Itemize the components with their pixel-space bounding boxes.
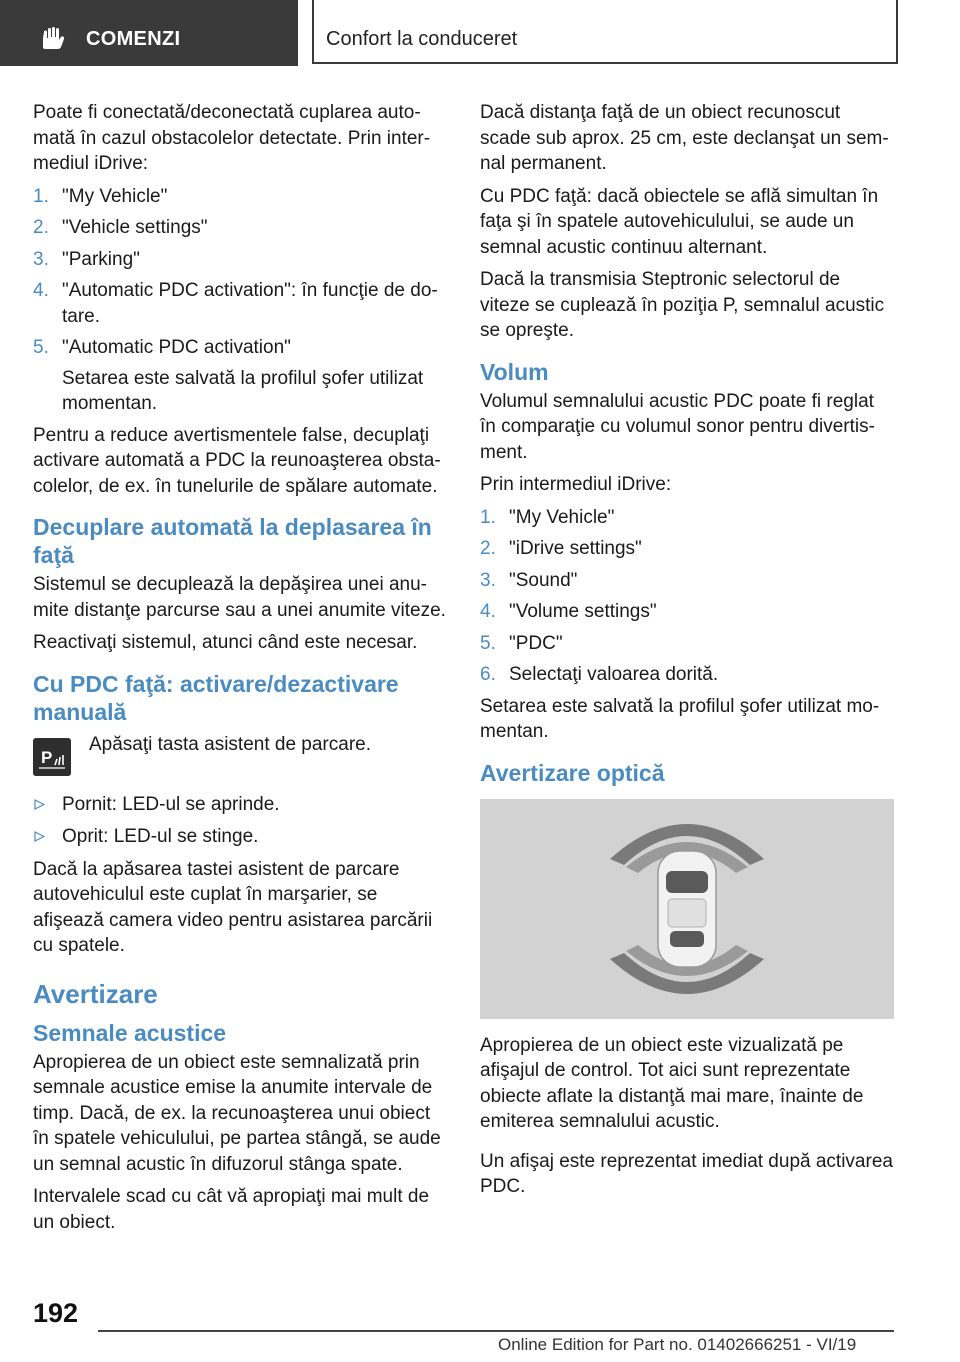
footer-edition: Online Edition for Part no. 01402666251 - VI/19 [498, 1335, 857, 1354]
list-item: 4. "Volume settings" [480, 601, 657, 622]
chapter-label: Confort la conduceret [326, 28, 518, 50]
list-item: 2. "iDrive settings" [480, 538, 642, 559]
triangle-bullet-icon [34, 799, 45, 810]
reactivate-paragraph: Reactivaţi sistemul, atunci când este necesar. [33, 632, 418, 653]
intervals-paragraph: Intervalele scad cu cât vă apropiaţi mai mult de un obiect. [33, 1186, 430, 1233]
display-paragraph: Apropierea de un obiect este vizualizată pe afişajul de control. Tot aici sunt reprezentate obiecte aflate la distanţă mai mare, înainte de emiterea semnalului acustic. [480, 1034, 864, 1132]
heading-auto-off: Decuplare automată la deplasarea în faţă [33, 514, 432, 568]
press-button-text: Apăsaţi tasta asistent de parcare. [89, 733, 371, 755]
steptronic-paragraph: Dacă la transmisia Steptronic selectorul de viteze se cuplează în poziţia P, semnalul acustic se opreşte. [480, 269, 885, 341]
list-item: 5. "PDC" [480, 632, 563, 654]
park-assist-button-row [33, 732, 447, 778]
volume-steps [480, 505, 894, 688]
hand-icon [40, 26, 66, 50]
chapter-tab[interactable] [312, 0, 898, 64]
auto-pdc-steps [33, 184, 447, 417]
pdc-display-illustration [480, 799, 894, 1019]
list-item: 3. "Parking" [33, 248, 140, 270]
heading-volume: Volum [480, 358, 549, 385]
saved-paragraph: Setarea este salvată la profilul şofer utilizat momentan. [480, 695, 880, 742]
pdc-car-image [480, 799, 894, 1019]
led-status-list [33, 792, 447, 850]
section-tab[interactable] [0, 0, 298, 66]
volume-paragraph: Volumul semnalului acustic PDC poate fi reglat în comparaţie cu volumul sonor pentru divertisment. [480, 390, 875, 463]
svg-text:P: P [41, 747, 53, 767]
right-column [480, 100, 894, 1207]
page-header [0, 0, 960, 66]
page-number: 192 [33, 1298, 79, 1328]
reverse-camera-paragraph: Dacă la apăsarea tastei asistent de parcare autovehiculul este cuplat în marşarier, se afişează camera video pentru asistarea parcării cu spatele. [33, 858, 433, 956]
step-note: Setarea este salvată la profilul şofer utilizat momentan. [62, 367, 424, 414]
list-item: 6. Selectaţi valoarea dorită. [480, 664, 719, 685]
heading-warning: Avertizare [33, 978, 158, 1009]
list-item: 5. "Automatic PDC activation" Setarea este salvată la profilul şofer utilizat momentan. [33, 335, 447, 417]
section-label: COMENZI [86, 28, 181, 50]
false-warnings-paragraph: Pentru a reduce avertismentele false, decuplaţi activare automată a PDC la reunoaşterea obstacolelor, de ex. în tunelurile de spălare automate. [33, 424, 441, 497]
heading-acoustic: Semnale acustice [33, 1019, 227, 1046]
intro-paragraph: Poate fi conectată/deconectată cuplarea automată în cazul obstacolelor detectate. Prin intermediul iDrive: [33, 102, 431, 174]
triangle-bullet-icon [34, 831, 45, 842]
list-item: 1. "My Vehicle" [480, 506, 615, 528]
list-item: 2. "Vehicle settings" [33, 217, 208, 238]
left-column [33, 100, 447, 1242]
auto-off-paragraph: Sistemul se decuplează la depăşirea unei anumite distanţe parcurse sau a unei anumite viteze. [33, 574, 446, 621]
heading-manual: Cu PDC faţă: activare/dezactivare manuală [33, 670, 399, 725]
list-item: 4. "Automatic PDC activation": în funcţie de dotare. [33, 280, 438, 327]
list-item: Oprit: LED-ul se stinge. [33, 824, 447, 850]
heading-optical: Avertizare optică [480, 759, 665, 786]
permanent-signal-paragraph: Dacă distanţa faţă de un obiect recunoscut scade sub aprox. 25 cm, este declanşat un semnal permanent. [480, 102, 889, 174]
front-rear-paragraph: Cu PDC faţă: dacă obiectele se află simultan în faţa şi în spatele autovehiculului, se aude un semnal acustic continuu alternant. [480, 185, 879, 258]
list-item: Pornit: LED-ul se aprinde. [33, 792, 447, 818]
idrive-paragraph: Prin intermediul iDrive: [480, 474, 672, 495]
immediate-display-paragraph: Un afişaj este reprezentat imediat după activarea PDC. [480, 1150, 893, 1197]
acoustic-paragraph: Apropierea de un obiect este semnalizată prin semnale acustice emise la anumite intervale de timp. Dacă, de ex. la recunoaşterea unui obiect în spatele vehiculului, pe partea stângă, se aude un semnal acustic în difuzorul stânga spate. [33, 1051, 441, 1175]
list-item: 3. "Sound" [480, 569, 578, 591]
footer-divider [98, 1330, 894, 1332]
park-assist-button-icon [33, 738, 71, 776]
list-item: 1. "My Vehicle" [33, 185, 168, 207]
